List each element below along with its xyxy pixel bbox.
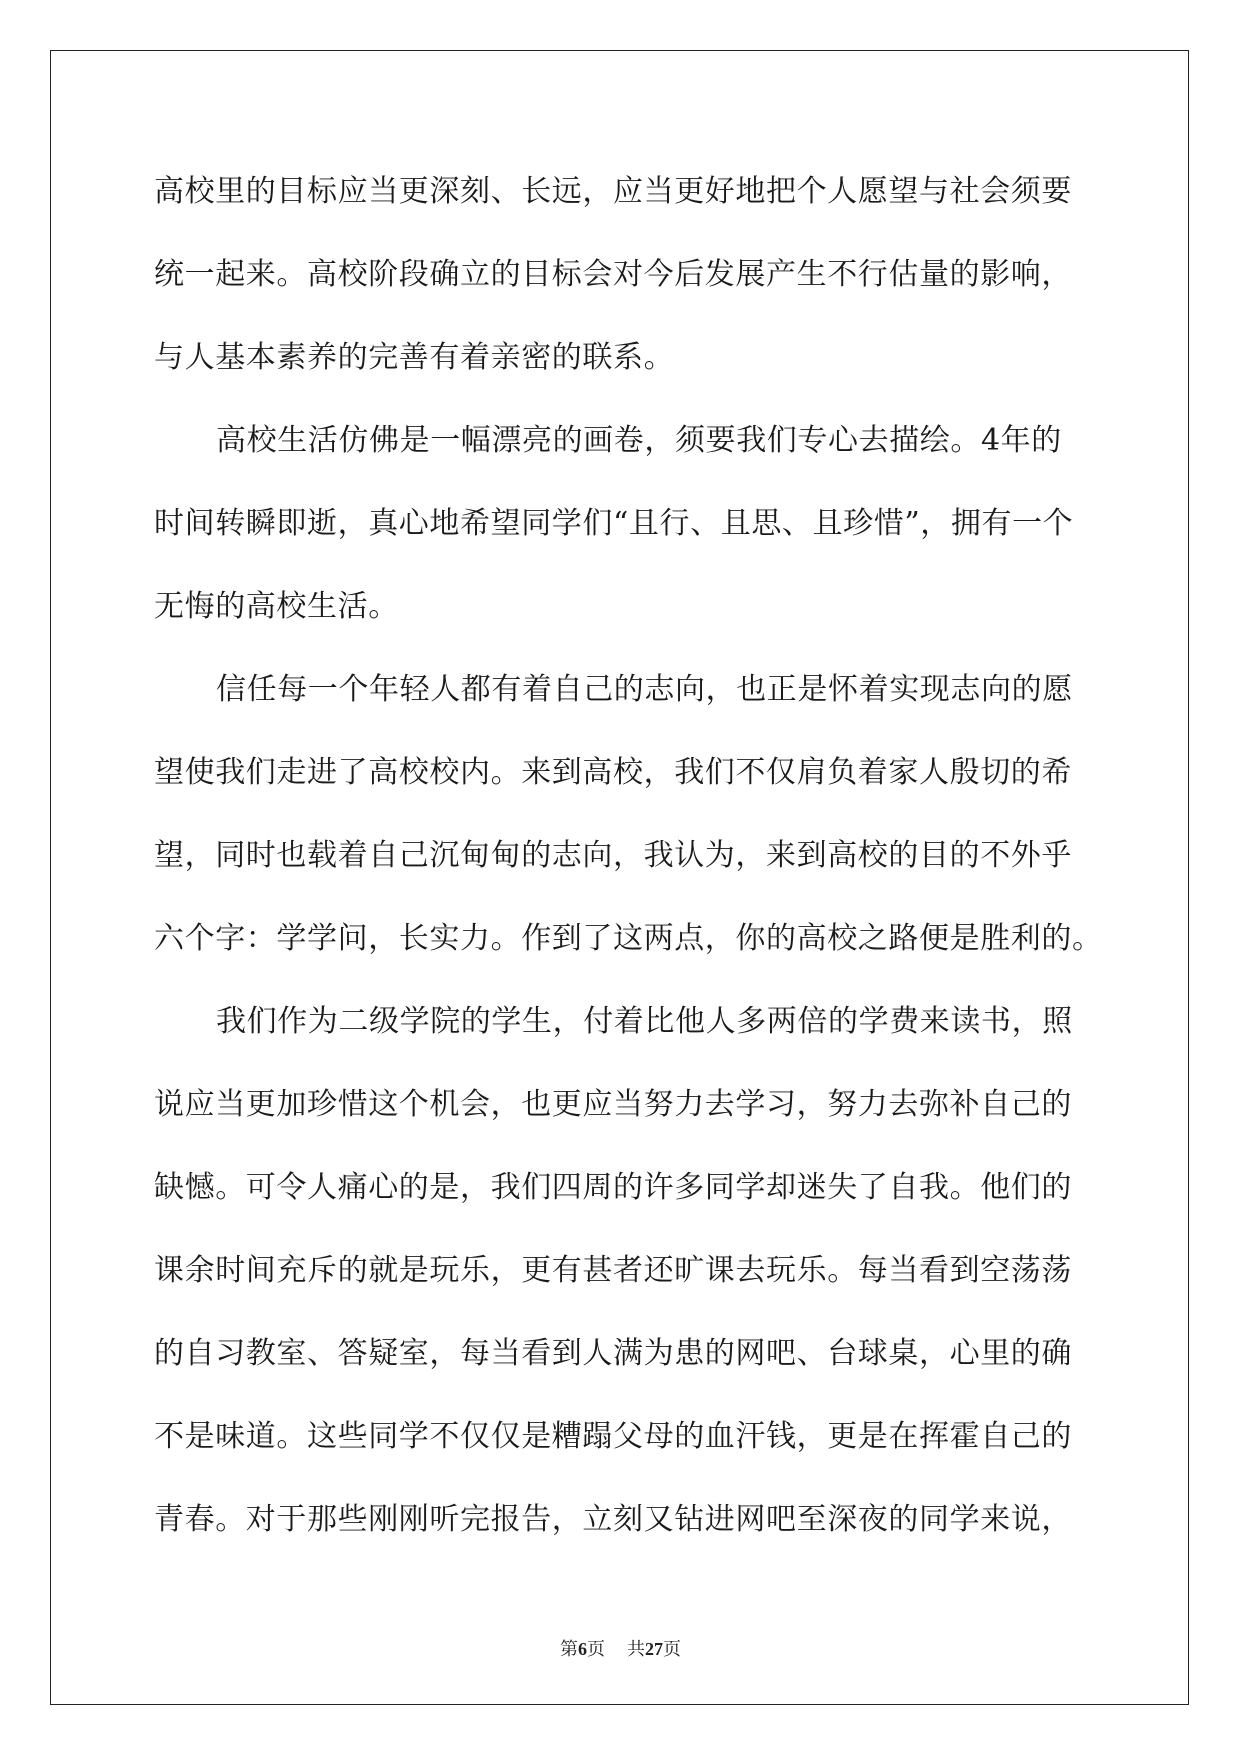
page-number: 6 xyxy=(578,1639,587,1659)
text-line: 与人基本素养的完善有着亲密的联系。 xyxy=(154,340,675,375)
text-line: 望使我们走进了高校校内。来到高校，我们不仅肩负着家人殷切的希 xyxy=(154,755,1072,790)
text-line: 缺憾。可令人痛心的是，我们四周的许多同学却迷失了自我。他们的 xyxy=(154,1170,1072,1205)
page-suffix: 页 xyxy=(587,1639,605,1660)
text-line: 高校里的目标应当更深刻、长远，应当更好地把个人愿望与社会须要 xyxy=(154,174,1072,209)
paragraph-start-line: 高校生活仿佛是一幅漂亮的画卷，须要我们专心去描绘。4年的 xyxy=(216,423,1062,458)
paragraph-start-line: 信任每一个年轻人都有着自己的志向，也正是怀着实现志向的愿 xyxy=(216,672,1073,707)
total-prefix: 共 xyxy=(627,1639,645,1660)
text-line: 无悔的高校生活。 xyxy=(154,589,399,624)
text-line: 六个字：学学问，长实力。作到了这两点，你的高校之路便是胜利的。 xyxy=(154,921,1103,956)
page-prefix: 第 xyxy=(560,1639,578,1660)
text-line: 不是味道。这些同学不仅仅是糟蹋父母的血汗钱，更是在挥霍自己的 xyxy=(154,1419,1072,1454)
paragraph-start-line: 我们作为二级学院的学生，付着比他人多两倍的学费来读书，照 xyxy=(216,1004,1073,1039)
page-footer xyxy=(0,1637,1241,1662)
text-line: 统一起来。高校阶段确立的目标会对今后发展产生不行估量的影响， xyxy=(154,257,1072,292)
text-line: 时间转瞬即逝，真心地希望同学们“且行、且思、且珍惜”，拥有一个 xyxy=(154,506,1074,541)
total-pages: 27 xyxy=(645,1639,663,1659)
text-line: 望，同时也载着自己沉甸甸的志向，我认为，来到高校的目的不外乎 xyxy=(154,838,1072,873)
total-suffix: 页 xyxy=(663,1639,681,1660)
document-body xyxy=(154,172,1103,1583)
text-line: 说应当更加珍惜这个机会，也更应当努力去学习，努力去弥补自己的 xyxy=(154,1087,1072,1122)
text-line: 课余时间充斥的就是玩乐，更有甚者还旷课去玩乐。每当看到空荡荡 xyxy=(154,1253,1072,1288)
text-line: 青春。对于那些刚刚听完报告，立刻又钻进网吧至深夜的同学来说， xyxy=(154,1502,1072,1537)
text-line: 的自习教室、答疑室，每当看到人满为患的网吧、台球桌，心里的确 xyxy=(154,1336,1072,1371)
